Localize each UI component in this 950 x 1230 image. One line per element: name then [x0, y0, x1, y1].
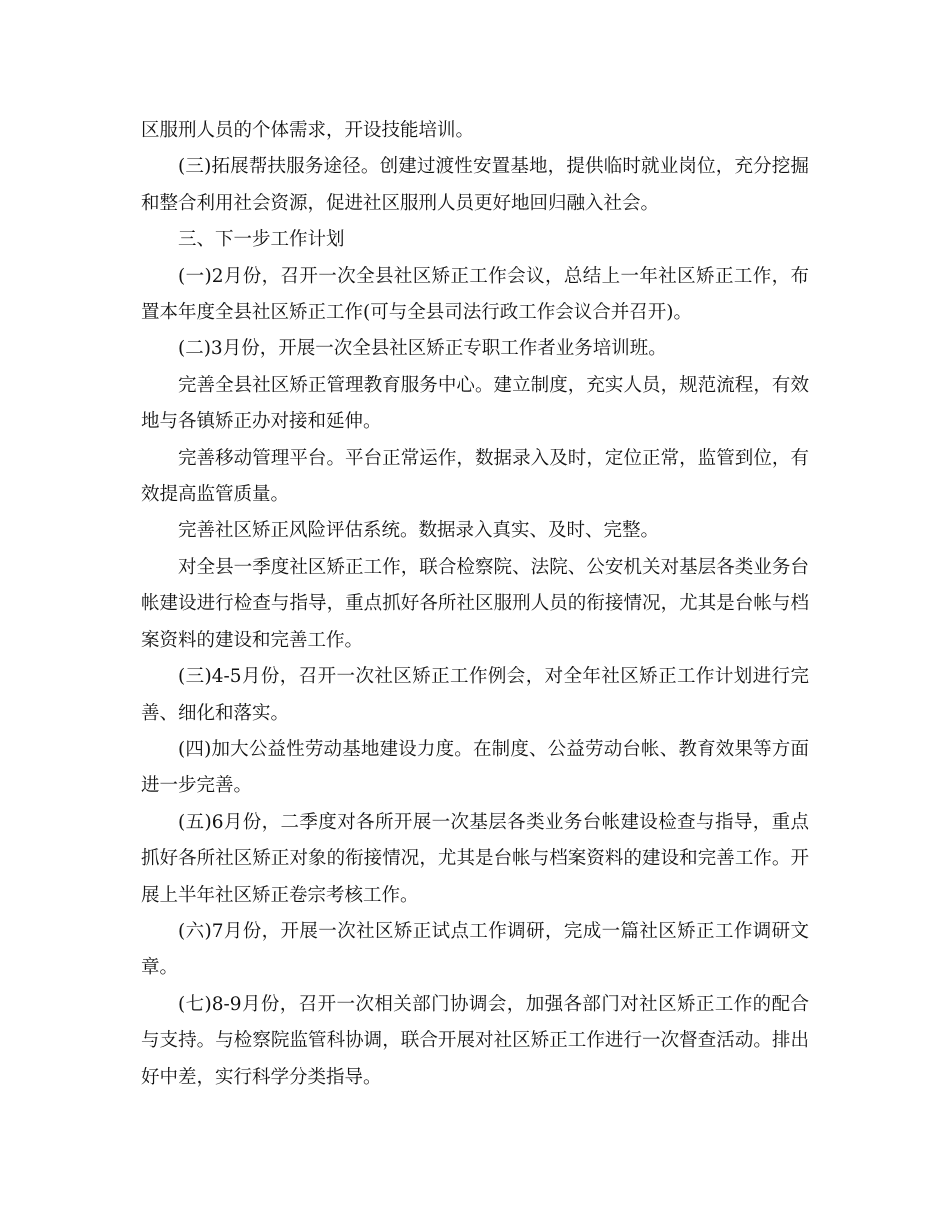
paragraph-plan-2c: 完善社区矫正风险评估系统。数据录入真实、及时、完整。: [178, 520, 660, 542]
paragraph-plan-2a: 完善全县社区矫正管理教育服务中心。建立制度，充实人员，规范流程，有效地与各镇矫正办对接和延伸。: [141, 374, 809, 433]
paragraph-plan-7: (七)8-9月份，召开一次相关部门协调会，加强各部门对社区矫正工作的配合与支持。与检察院监管科协调，联合开展对社区矫正工作进行一次督查活动。排出好中差，实行科学分类指导。: [141, 993, 809, 1088]
paragraph-plan-2d: 对全县一季度社区矫正工作，联合检察院、法院、公安机关对基层各类业务台帐建设进行检查与指导，重点抓好各所社区服刑人员的衔接情况，尤其是台帐与档案资料的建设和完善工作。: [141, 556, 809, 651]
paragraph-plan-3: (三)4-5月份，召开一次社区矫正工作例会，对全年社区矫正工作计划进行完善、细化和落实。: [141, 666, 809, 724]
paragraph-plan-6: (六)7月份，开展一次社区矫正试点工作调研，完成一篇社区矫正工作调研文章。: [141, 920, 809, 979]
paragraph-plan-4: (四)加大公益性劳动基地建设力度。在制度、公益劳动台帐、教育效果等方面进一步完善。: [141, 738, 809, 797]
paragraph-plan-5: (五)6月份，二季度对各所开展一次基层各类业务台帐建设检查与指导，重点抓好各所社区矫正对象的衔接情况，尤其是台帐与档案资料的建设和完善工作。开展上半年社区矫正卷宗考核工作。: [141, 811, 809, 906]
paragraph-plan-1: (一)2月份，召开一次全县社区矫正工作会议，总结上一年社区矫正工作，布置本年度全县社区矫正工作(可与全县司法行政工作会议合并召开)。: [141, 265, 809, 324]
section-heading-next-plan: 三、下一步工作计划: [178, 229, 345, 251]
paragraph-plan-2: (二)3月份，开展一次全县社区矫正专职工作者业务培训班。: [178, 338, 667, 360]
paragraph-plan-2b: 完善移动管理平台。平台正常运作，数据录入及时，定位正常，监管到位，有效提高监管质量。: [141, 447, 809, 506]
paragraph-2: (三)拓展帮扶服务途径。创建过渡性安置基地，提供临时就业岗位，充分挖掘和整合利用社会资源，促进社区服刑人员更好地回归融入社会。: [141, 156, 809, 214]
paragraph-1: 区服刑人员的个体需求，开设技能培训。: [141, 120, 475, 141]
document-body: [141, 113, 809, 1096]
